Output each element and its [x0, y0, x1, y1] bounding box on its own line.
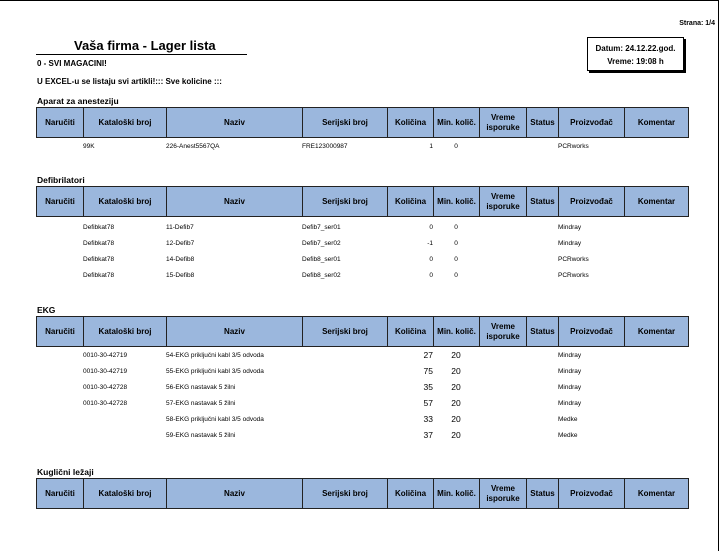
cell-maker: PCRworks: [558, 255, 589, 263]
cell-catalog: Defibkat78: [83, 271, 115, 279]
cell-min: 20: [451, 382, 461, 392]
cell-maker: Mindray: [558, 399, 582, 407]
cell-order: [36, 379, 83, 395]
column-header-comment: Komentar: [625, 187, 689, 217]
column-header-order: Naručiti: [37, 187, 84, 217]
cell-min: 20: [451, 430, 461, 440]
cell-serial: [302, 363, 387, 379]
cell-qty: 0: [429, 255, 433, 263]
column-header-status: Status: [527, 317, 559, 347]
cell-catalog: 0010-30-42728: [83, 399, 128, 407]
column-header-catalog: Kataloški broj: [84, 479, 167, 509]
cell-delivery: [479, 379, 526, 395]
cell-min: 0: [454, 255, 458, 263]
cell-qty: 37: [423, 430, 433, 440]
cell-name: 54-EKG priključni kabl 3/5 odvoda: [166, 351, 264, 359]
cell-status: [526, 251, 558, 267]
cell-status: [526, 235, 558, 251]
cell-qty: 27: [423, 350, 433, 360]
column-header-row: [36, 186, 689, 217]
cell-maker: Medke: [558, 415, 578, 423]
column-header-maker: Proizvođač: [559, 479, 625, 509]
cell-maker: PCRworks: [558, 271, 589, 279]
cell-serial: Defib7_ser01: [302, 223, 341, 231]
column-header-serial: Serijski broj: [303, 317, 388, 347]
column-header-row: [36, 107, 689, 138]
cell-status: [526, 411, 558, 427]
cell-maker: Mindray: [558, 223, 582, 231]
column-header-maker: Proizvođač: [559, 108, 625, 138]
cell-name: 55-EKG priključni kabl 3/5 odvoda: [166, 367, 264, 375]
cell-serial: [302, 427, 387, 443]
cell-status: [526, 138, 558, 154]
cell-min: 20: [451, 350, 461, 360]
table-row: [36, 235, 688, 251]
cell-order: [36, 235, 83, 251]
column-header-delivery: Vreme isporuke: [480, 479, 527, 509]
column-header-delivery: Vreme isporuke: [480, 187, 527, 217]
cell-order: [36, 267, 83, 283]
cell-order: [36, 411, 83, 427]
cell-delivery: [479, 411, 526, 427]
cell-comment: [624, 219, 688, 235]
column-header-status: Status: [527, 479, 559, 509]
cell-maker: Mindray: [558, 351, 582, 359]
cell-serial: [302, 411, 387, 427]
section-title: Aparat za anesteziju: [37, 96, 119, 106]
column-header-name: Naziv: [167, 479, 303, 509]
table-row: [36, 267, 688, 283]
cell-delivery: [479, 427, 526, 443]
cell-catalog: 0010-30-42719: [83, 351, 128, 359]
section-title: EKG: [37, 305, 56, 315]
column-header-order: Naručiti: [37, 108, 84, 138]
cell-maker: PCRworks: [558, 142, 589, 150]
cell-comment: [624, 235, 688, 251]
cell-min: 20: [451, 398, 461, 408]
cell-maker: Mindray: [558, 239, 582, 247]
table-row: [36, 363, 688, 379]
cell-min: 0: [454, 223, 458, 231]
column-header-min: Min. količ.: [434, 317, 480, 347]
cell-catalog: Defibkat78: [83, 223, 115, 231]
cell-comment: [624, 347, 688, 363]
data-rows: [36, 138, 688, 154]
cell-qty: 33: [423, 414, 433, 424]
cell-min: 0: [454, 239, 458, 247]
cell-status: [526, 363, 558, 379]
column-header-maker: Proizvođač: [559, 187, 625, 217]
column-header-name: Naziv: [167, 108, 303, 138]
cell-serial: FRE123000987: [302, 142, 348, 150]
cell-catalog: 0010-30-42728: [83, 383, 128, 391]
column-header-comment: Komentar: [625, 479, 689, 509]
table-row: [36, 347, 688, 363]
column-header-qty: Količina: [388, 187, 434, 217]
cell-qty: 1: [429, 142, 433, 150]
cell-name: 57-EKG nastavak 5 žilni: [166, 399, 236, 407]
cell-order: [36, 251, 83, 267]
cell-delivery: [479, 363, 526, 379]
cell-min: 0: [454, 142, 458, 150]
cell-catalog: Defibkat78: [83, 255, 115, 263]
data-rows: [36, 219, 688, 283]
cell-order: [36, 138, 83, 154]
column-header-comment: Komentar: [625, 317, 689, 347]
column-header-status: Status: [527, 187, 559, 217]
cell-serial: Defib8_ser01: [302, 255, 341, 263]
table-row: [36, 138, 688, 154]
cell-name: 12-Defib7: [166, 239, 195, 247]
column-header-qty: Količina: [388, 317, 434, 347]
cell-status: [526, 267, 558, 283]
page-number: Strana: 1/4: [679, 20, 715, 27]
table-row: [36, 411, 688, 427]
cell-delivery: [479, 251, 526, 267]
cell-name: 59-EKG nastavak 5 žilni: [166, 431, 236, 439]
column-header-name: Naziv: [167, 187, 303, 217]
column-header-row: [36, 478, 689, 509]
column-header-qty: Količina: [388, 108, 434, 138]
cell-qty: 57: [423, 398, 433, 408]
column-header-min: Min. količ.: [434, 479, 480, 509]
column-header-serial: Serijski broj: [303, 187, 388, 217]
title-underline: [36, 54, 247, 55]
cell-catalog: 0010-30-42719: [83, 367, 128, 375]
table-row: [36, 379, 688, 395]
info-line: U EXCEL-u se listaju svi artikli!::: Sve kolicine :::: [37, 77, 222, 86]
column-header-name: Naziv: [167, 317, 303, 347]
cell-delivery: [479, 235, 526, 251]
cell-qty: -1: [427, 239, 433, 247]
cell-order: [36, 347, 83, 363]
table-row: [36, 427, 688, 443]
cell-comment: [624, 138, 688, 154]
cell-status: [526, 379, 558, 395]
cell-catalog: [83, 411, 166, 427]
cell-qty: 0: [429, 223, 433, 231]
cell-min: 20: [451, 414, 461, 424]
column-header-serial: Serijski broj: [303, 479, 388, 509]
time-label: Vreme: 19:08 h: [607, 57, 664, 66]
cell-comment: [624, 411, 688, 427]
cell-qty: 75: [423, 366, 433, 376]
column-header-status: Status: [527, 108, 559, 138]
cell-comment: [624, 251, 688, 267]
column-header-comment: Komentar: [625, 108, 689, 138]
cell-status: [526, 347, 558, 363]
column-header-delivery: Vreme isporuke: [480, 108, 527, 138]
column-header-delivery: Vreme isporuke: [480, 317, 527, 347]
data-rows: [36, 347, 688, 443]
column-header-catalog: Kataloški broj: [84, 108, 167, 138]
column-header-catalog: Kataloški broj: [84, 187, 167, 217]
cell-name: 11-Defib7: [166, 223, 194, 231]
cell-comment: [624, 395, 688, 411]
cell-name: 15-Defib8: [166, 271, 195, 279]
cell-comment: [624, 363, 688, 379]
cell-catalog: [83, 427, 166, 443]
section-title: Defibrilatori: [37, 175, 85, 185]
section-title: Kuglični ležaji: [37, 467, 94, 477]
column-header-min: Min. količ.: [434, 187, 480, 217]
column-header-maker: Proizvođač: [559, 317, 625, 347]
table-row: [36, 251, 688, 267]
column-header-order: Naručiti: [37, 317, 84, 347]
cell-order: [36, 427, 83, 443]
cell-delivery: [479, 395, 526, 411]
cell-serial: Defib7_ser02: [302, 239, 341, 247]
cell-name: 14-Defib8: [166, 255, 195, 263]
cell-delivery: [479, 267, 526, 283]
cell-serial: [302, 379, 387, 395]
cell-order: [36, 219, 83, 235]
column-header-catalog: Kataloški broj: [84, 317, 167, 347]
cell-catalog: Defibkat78: [83, 239, 115, 247]
cell-serial: [302, 395, 387, 411]
cell-qty: 35: [423, 382, 433, 392]
cell-serial: Defib8_ser02: [302, 271, 341, 279]
cell-comment: [624, 267, 688, 283]
column-header-order: Naručiti: [37, 479, 84, 509]
cell-maker: Mindray: [558, 383, 582, 391]
column-header-serial: Serijski broj: [303, 108, 388, 138]
date-box: [587, 37, 684, 71]
cell-status: [526, 219, 558, 235]
cell-maker: Mindray: [558, 367, 582, 375]
warehouse-label: 0 - SVI MAGACINI!: [37, 59, 107, 68]
cell-delivery: [479, 347, 526, 363]
column-header-row: [36, 316, 689, 347]
column-header-min: Min. količ.: [434, 108, 480, 138]
cell-status: [526, 427, 558, 443]
cell-comment: [624, 427, 688, 443]
cell-name: 56-EKG nastavak 5 žilni: [166, 383, 236, 391]
report-title: Vaša firma - Lager lista: [74, 38, 216, 53]
cell-comment: [624, 379, 688, 395]
table-row: [36, 395, 688, 411]
cell-name: 226-Anest5567QA: [166, 142, 220, 150]
cell-order: [36, 363, 83, 379]
date-label: Datum: 24.12.22.god.: [595, 44, 676, 53]
cell-delivery: [479, 219, 526, 235]
cell-serial: [302, 347, 387, 363]
cell-name: 58-EKG priključni kabl 3/5 odvoda: [166, 415, 264, 423]
cell-qty: 0: [429, 271, 433, 279]
column-header-qty: Količina: [388, 479, 434, 509]
cell-delivery: [479, 138, 526, 154]
cell-status: [526, 395, 558, 411]
cell-catalog: 99K: [83, 142, 95, 150]
cell-order: [36, 395, 83, 411]
cell-min: 20: [451, 366, 461, 376]
table-row: [36, 219, 688, 235]
cell-min: 0: [454, 271, 458, 279]
cell-maker: Medke: [558, 431, 578, 439]
